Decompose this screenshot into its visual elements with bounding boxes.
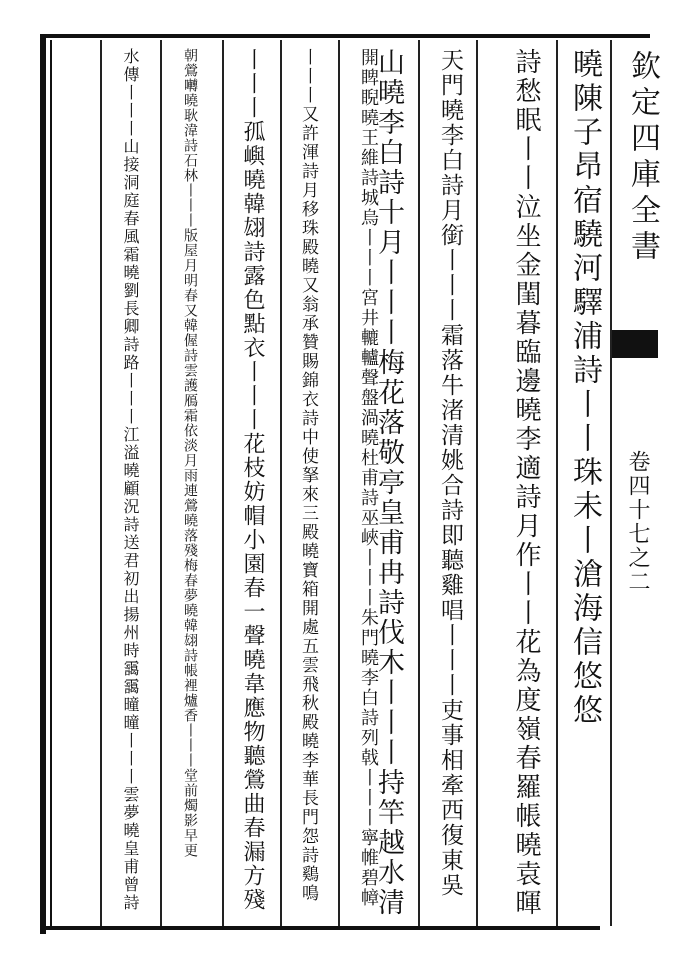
text-column: [164, 48, 216, 918]
column-text: 朝鶯囀曉耿湋詩石林丨丨丨版屋月明春又韓偓詩雲護鴈霜依淡月雨連鶯曉落殘梅春夢曉韓翃詩帳裡爐香丨丨丨堂前燭影早更: [182, 48, 198, 858]
column-text: 開睥睨曉王維詩城烏丨丨丨宮井轆轤聲盤渦曉杜甫詩巫峽丨丨丨朱門曉李白詩列戟丨丨丨寧帷碧幛: [358, 48, 379, 908]
text-column: [424, 48, 476, 918]
column-text: 丨丨丨孤嶼曉韓翃詩露色點衣丨丨丨花枝妨帽小園春一聲曉韋應物聽鶯曲春漏方殘: [240, 48, 265, 912]
text-column: [104, 48, 156, 918]
frame-left-border: [40, 34, 46, 934]
column-text: 水傳丨丨丨山接洞庭春風霜曉劉長卿詩路丨丨丨江溢曉顧況詩送君初出揚州時靄靄曈曈丨丨丨雲夢曉皇甫曾詩: [121, 48, 140, 912]
column-rule: [160, 40, 162, 926]
text-column: [282, 48, 334, 918]
column-rule: [476, 40, 478, 926]
column-text: 天門曉李白詩月銜丨丨丨霜落牛渚清姚合詩即聽雞唱丨丨丨吏事相牽西復東吳: [437, 48, 463, 898]
column-rule: [338, 40, 340, 926]
page-margin-strip: [612, 40, 658, 926]
volume-label: 卷四十七之二: [625, 450, 650, 594]
column-text: 曉陳子昂宿驍河驛浦詩丨丨珠未丨滄海信悠悠: [567, 48, 602, 728]
book-title: 欽定四庫全書: [625, 50, 660, 266]
column-rule: [100, 40, 102, 926]
column-text: 詩愁眠丨丨泣坐金閨暮臨邊曉李適詩月作丨丨花為度嶺春羅帳曉袁暉: [511, 48, 541, 918]
text-column: [558, 48, 610, 918]
text-column: [500, 48, 552, 918]
frame-bottom-border: [40, 926, 600, 930]
frame-top-border: [40, 34, 650, 38]
text-column: [226, 48, 278, 918]
column-text: 山曉李白詩十月丨丨丨梅花落敬亭皇甫冉詩伐木丨丨丨持竿越水清: [373, 48, 404, 918]
column-rule: [222, 40, 224, 926]
text-column: [342, 48, 394, 918]
column-text: 丨丨丨又許渾詩月移珠殿曉又翁承贊賜錦衣詩中使拏來三殿曉寶箱開處五雲飛秋殿曉李華長門怨詩鷄鳴: [298, 48, 318, 903]
column-rule: [418, 40, 420, 926]
fishtail-mark: [612, 330, 658, 358]
frame-left-inner-border: [50, 40, 52, 930]
